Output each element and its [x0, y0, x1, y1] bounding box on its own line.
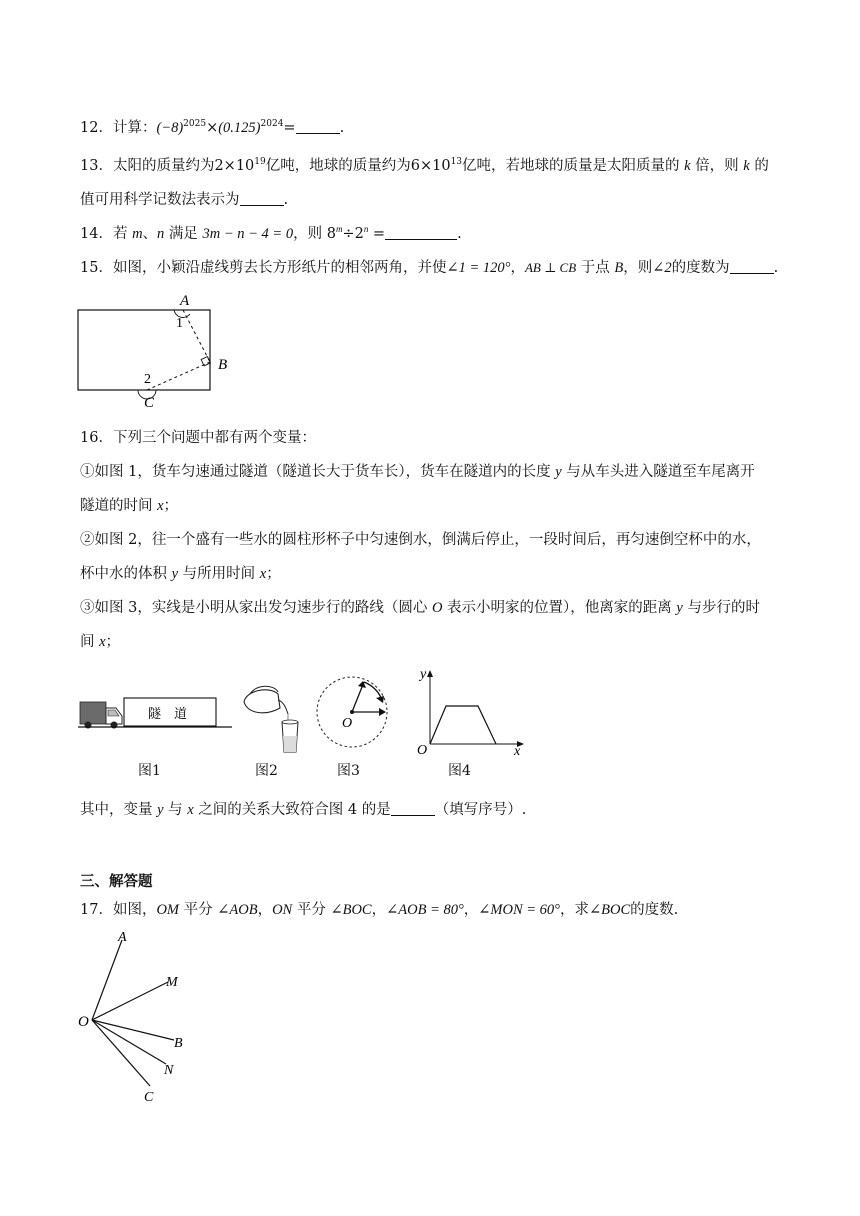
label-n: N [164, 1063, 174, 1078]
question-16-item-3-line-1: ③如图 3，实线是小明从家出发匀速步行的路线（圆心 O 表示小明家的位置），他离家的距离 y 与步行的时 [80, 600, 760, 616]
arrowhead-radius [379, 708, 386, 716]
cup-rim [282, 720, 298, 724]
y-axis-arrow [427, 670, 433, 677]
figure-1-truck-tunnel [76, 688, 236, 742]
label-y: y [420, 667, 427, 682]
answer-blank-13[interactable] [240, 191, 284, 206]
label-c: C [144, 395, 155, 410]
right-angle-mark [201, 357, 210, 366]
question-16-item-1-line-2: 隧道的时间 x； [80, 498, 179, 514]
dashed-cut-bc [147, 362, 210, 390]
caption-fig-2: 图2 [255, 763, 278, 779]
label-angle-1: 1 [176, 316, 183, 331]
ray-oa [92, 940, 122, 1020]
question-16-item-2-line-1: ②如图 2，往一个盛有一些水的圆柱形杯子中匀速倒水，倒满后停止，一段时间后，再匀速倒空杯中的水， [80, 532, 761, 548]
ray-om [92, 982, 168, 1020]
trapezoid-graph-svg [412, 664, 528, 756]
label-origin: O [417, 743, 428, 756]
tunnel-label: 隧 道 [148, 706, 188, 721]
question-14: 14．若 m、n 满足 3m − n − 4 = 0，则 $8^m\div 2^n$ = . [80, 224, 462, 242]
ray-oc [92, 1020, 150, 1086]
ray-ob [92, 1020, 174, 1040]
ray-on [92, 1020, 166, 1064]
figure-angle-rays [74, 926, 204, 1110]
rectangle-figure-svg [70, 290, 250, 410]
figure-rectangle-cut-corners [70, 290, 250, 414]
dashed-cut-ab [183, 310, 210, 362]
question-13-line-2: 值可用科学记数法表示为 . [80, 192, 289, 208]
label-o: O [78, 1014, 89, 1030]
caption-fig-3: 图3 [337, 763, 360, 779]
question-13-line-1: 13．太阳的质量约为$2\times 10^{19}$亿吨，地球的质量约为$6\times 10^{13}$亿吨，若地球的质量是太阳质量的 k 倍，则 k 的 [80, 157, 769, 174]
question-16-intro: 16．下列三个问题中都有两个变量： [80, 430, 316, 446]
kettle-body [244, 690, 280, 713]
angle-rays-svg [74, 926, 204, 1106]
label-a: A [180, 293, 190, 309]
label-x: x [514, 744, 521, 756]
figure-2-pouring-water [236, 680, 306, 760]
label-c: C [144, 1090, 154, 1105]
caption-fig-1: 图1 [138, 763, 161, 779]
question-16-item-1-line-1: ①如图 1，货车匀速通过隧道（隧道长大于货车长），货车在隧道内的长度 y 与从车头进入隧道至车尾离开 [80, 464, 755, 480]
arrowhead-arc [376, 696, 384, 703]
answer-blank-14[interactable] [385, 225, 457, 240]
question-16-item-2-line-2: 杯中水的体积 y 与所用时间 x； [80, 566, 281, 582]
question-16-item-3-line-2: 间 x； [80, 634, 121, 650]
label-o: O [342, 716, 353, 731]
label-a: A [118, 930, 127, 945]
truck-body [80, 702, 106, 724]
cup-water [283, 736, 297, 752]
answer-blank-15[interactable] [730, 259, 774, 274]
question-15: 15．如图，小颖沿虚线剪去长方形纸片的相邻两角，并使∠1 = 120°，AB ⊥ CB 于点 B，则∠2的度数为 . [80, 260, 779, 276]
label-b: B [174, 1036, 183, 1051]
question-12: 12．计算：$(-8)^{2025}\times(0.125)^{2024}=$ . [80, 119, 345, 136]
figure-3-circle-path [310, 672, 394, 760]
answer-blank-16[interactable] [391, 801, 435, 816]
center-point [350, 710, 354, 714]
circle-path-svg [310, 672, 394, 756]
label-m: M [166, 975, 178, 990]
label-angle-2: 2 [144, 372, 151, 387]
figure-4-graph [412, 664, 528, 760]
trapezoid-curve [430, 706, 496, 744]
truck-tunnel-svg [76, 688, 236, 738]
question-17: 17．如图，OM 平分 ∠AOB，ON 平分 ∠BOC，∠AOB = 80°，∠MON = 60°，求∠BOC的度数. [80, 902, 679, 918]
section-3-heading: 三、解答题 [80, 873, 153, 890]
label-b: B [218, 357, 228, 373]
answer-blank-12[interactable] [296, 119, 340, 134]
caption-fig-4: 图4 [448, 763, 471, 779]
pouring-water-svg [236, 680, 306, 756]
question-16-prompt: 其中，变量 y 与 x 之间的关系大致符合图 4 的是 （填写序号）. [80, 802, 527, 818]
